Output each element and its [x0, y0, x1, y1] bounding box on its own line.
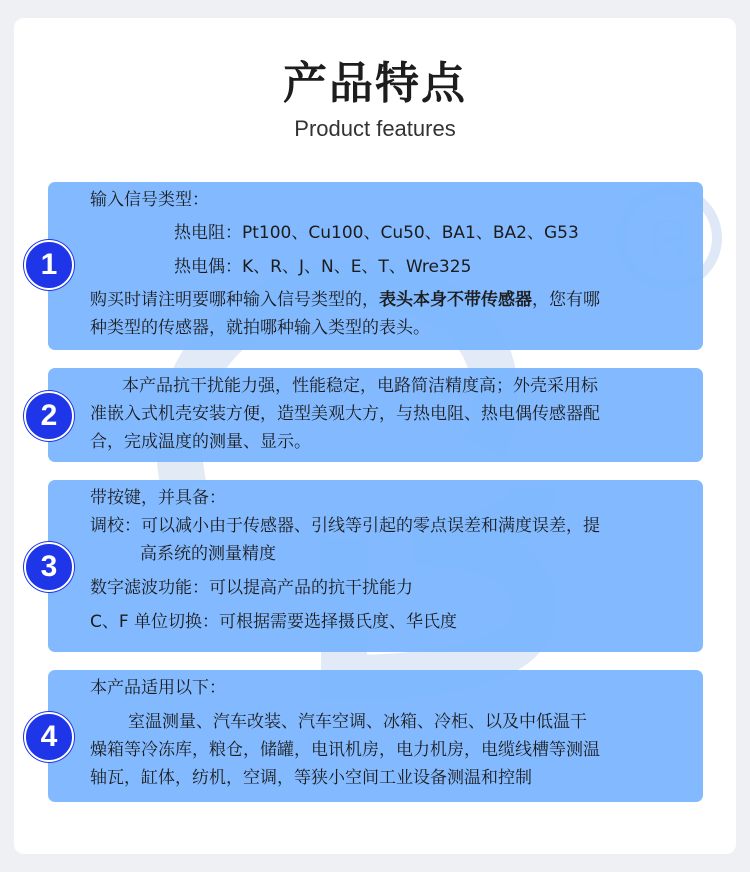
- keys-heading: 带按键，并具备：: [90, 488, 226, 508]
- feature-box-2: [40, 368, 703, 462]
- section-number-badge: 4: [24, 712, 74, 762]
- page-subtitle: Product features: [294, 116, 456, 141]
- applications-text: 室温测量、汽车改装、汽车空调、冰箱、冷柜、以及中低温干: [128, 712, 587, 732]
- applications-text: 燥箱等冷冻库，粮仓，储罐，电讯机房，电力机房，电缆线槽等测温: [90, 740, 600, 760]
- content-card: [14, 18, 736, 854]
- applications-text: 轴瓦，缸体，纺机，空调，等狭小空间工业设备测温和控制: [90, 768, 532, 788]
- thermocouple-types: 热电偶：K、R、J、N、E、T、Wre325: [174, 257, 472, 277]
- purchase-note-text-end: ，您有哪: [532, 290, 600, 310]
- purchase-note-text: 购买时请注明要哪种输入信号类型的，: [90, 290, 379, 310]
- section-number-badge: 2: [24, 391, 74, 441]
- purchase-note-emphasis: 表头本身不带传感器: [379, 290, 532, 310]
- purchase-note: [90, 292, 600, 309]
- digital-filter-text: 数字滤波功能：可以提高产品的抗干扰能力: [90, 578, 413, 598]
- section-number-badge: 1: [24, 240, 74, 290]
- applications-heading: 本产品适用以下：: [90, 678, 226, 698]
- feature-text-line: 本产品抗干扰能力强，性能稳定，电路简洁精度高；外壳采用标: [122, 376, 598, 396]
- section-number-badge: 3: [24, 542, 74, 592]
- feature-text-line: 合，完成温度的测量、显示。: [90, 432, 311, 452]
- rtd-types: 热电阻：Pt100、Cu100、Cu50、BA1、BA2、G53: [174, 223, 579, 243]
- page-title: 产品特点: [283, 58, 467, 109]
- feature-box-3: [40, 480, 703, 652]
- feature-box-4: [40, 670, 703, 802]
- feature-text-line: 准嵌入式机壳安装方便，造型美观大方，与热电阻、热电偶传感器配: [90, 404, 600, 424]
- calibration-text: 调校：可以减小由于传感器、引线等引起的零点误差和满度误差，提: [90, 516, 600, 536]
- purchase-note-line2: 种类型的传感器，就拍哪种输入类型的表头。: [90, 318, 430, 338]
- feature-box-1: [40, 182, 703, 350]
- input-signal-heading: 输入信号类型：: [90, 190, 209, 210]
- unit-switch-text: C、F 单位切换：可根据需要选择摄氏度、华氏度: [90, 612, 458, 632]
- calibration-text-cont: 高系统的测量精度: [140, 544, 276, 564]
